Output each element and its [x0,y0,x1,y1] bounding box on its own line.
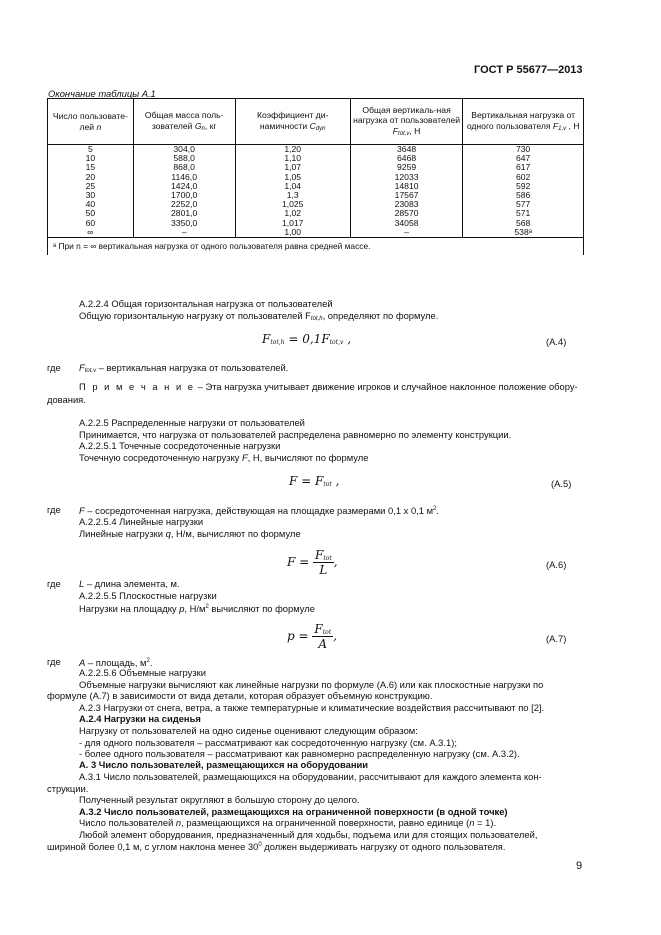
cell: 28570 [350,209,463,218]
cell: 5 [48,145,134,155]
section-a-2-2-5-1: А.2.2.5.1 Точечные сосредоточенные нагрузки [79,440,281,451]
cell: 25 [48,182,134,191]
paragraph: Нагрузку от пользователей на одно сиденье оценивают следующим образом: [79,725,418,736]
paragraph: шириной более 0,1 м, с углом наклона менее $30^0$ должен выдерживать нагрузку от одного пользователя. [47,841,506,853]
paragraph: Точечную сосредоточенную нагрузку F, Н, вычисляют по формуле [79,452,369,463]
cell: 1146,0 [133,173,235,182]
where-definition: A – площадь, $м^2$. [79,657,153,669]
cell: 1,02 [235,209,350,218]
cell: 40 [48,200,134,209]
table-header-row [48,99,584,145]
col-header-dynamic-coefficient: Коэффициент ди-намичности Cdyn [235,99,350,145]
cell: 592 [463,182,584,191]
section-a-2-2-4: А.2.2.4 Общая горизонтальная нагрузка от пользователей [79,298,333,309]
cell: – [350,228,463,238]
col-header-users: Число пользовате-лей n [48,99,134,145]
formula-a7: p = $\frac{\text{Ftot}}{A}$ , [287,622,337,651]
note-line: дования. [47,394,86,405]
table-row [48,154,584,163]
paragraph: формуле (А.7) в зависимости от вида детали, которая образует объемную конструкцию. [47,690,433,701]
where-definition: Ftot,v – вертикальная нагрузка от пользователей. [79,362,289,374]
cell: 3350,0 [133,219,235,228]
paragraph: Нагрузки на площадку p, $Н/м^2$ вычисляют по формуле [79,603,315,615]
section-a-2-2-5-5: А.2.2.5.5 Плоскостные нагрузки [79,590,217,601]
table-caption: Окончание таблицы А.1 [48,88,156,99]
cell: 15 [48,163,134,172]
formula-number: (А.5) [551,478,572,489]
cell: 602 [463,173,584,182]
load-table [47,98,584,255]
paragraph: струкции. [47,783,89,794]
table-row [48,173,584,182]
cell: 1424,0 [133,182,235,191]
cell: 1700,0 [133,191,235,200]
cell: 10 [48,154,134,163]
paragraph: Линейные нагрузки q, Н/м, вычисляют по формуле [79,528,301,539]
cell: 20 [48,173,134,182]
list-item: - более одного пользователя – рассматривают как равномерно распределенную нагрузку (см. А.3.2). [79,748,520,759]
section-a-2-2-5: А.2.2.5 Распределенные нагрузки от пользователей [79,417,305,428]
paragraph: Полученный результат округляют в большую сторону до целого. [79,794,360,805]
cell: 868,0 [133,163,235,172]
section-a-2-2-5-6: А.2.2.5.6 Объемные нагрузки [79,667,206,678]
cell: 538ᵃ [463,228,584,238]
where-definition: F – сосредоточенная нагрузка, действующая на площадке размерами 0,1 x 0,1 $м^2$. [79,505,439,517]
col-header-mass: Общая масса поль-зователей Gn, кг [133,99,235,145]
cell: 23083 [350,200,463,209]
table-footnote-row [48,238,584,256]
section-a-2-2-5-4: А.2.2.5.4 Линейные нагрузки [79,516,204,527]
cell: ∞ [48,228,134,238]
cell: 730 [463,145,584,155]
cell: 1,025 [235,200,350,209]
table-row [48,182,584,191]
cell: 588,0 [133,154,235,163]
where-label: где [47,362,61,373]
paragraph: Объемные нагрузки вычисляют как линейные нагрузки по формуле (А.6) или как плоскостные нагрузки по [79,679,544,690]
cell: 617 [463,163,584,172]
paragraph: Число пользователей n, размещающихся на ограниченной поверхности, равно единице (n = 1). [79,817,497,828]
cell: 3648 [350,145,463,155]
cell: 12033 [350,173,463,182]
cell: 1,017 [235,219,350,228]
cell: 2801,0 [133,209,235,218]
cell: 1,20 [235,145,350,155]
col-header-total-vertical-load: Общая вертикаль-ная нагрузка от пользователей Ftot,v, Н [350,99,463,145]
cell: 1,07 [235,163,350,172]
table-row [48,191,584,200]
where-label: где [47,578,61,589]
section-a-3: А. 3 Число пользователей, размещающихся на оборудовании [79,759,369,770]
where-definition: L – длина элемента, м. [79,578,180,589]
cell: 30 [48,191,134,200]
cell: 586 [463,191,584,200]
formula-number: (А.7) [546,633,567,644]
section-a-3-2: А.3.2 Число пользователей, размещающихся на ограниченной поверхности (в одной точке) [79,806,508,817]
cell: 50 [48,209,134,218]
table-row [48,145,584,155]
cell: 1,3 [235,191,350,200]
table-row [48,163,584,172]
where-label: где [47,656,61,667]
where-label: где [47,504,61,515]
paragraph: Любой элемент оборудования, предназначенный для ходьбы, подъема или для стоящих пользователей, [79,829,538,840]
cell: 9259 [350,163,463,172]
cell: 1,04 [235,182,350,191]
list-item: - для одного пользователя – рассматривают как сосредоточенную нагрузку (см. А.3.1); [79,737,457,748]
cell: 304,0 [133,145,235,155]
page-number: 9 [576,860,583,872]
col-header-single-user-load: Вертикальная нагрузка от одного пользователя F1,v , Н [463,99,584,145]
formula-a4: Ftot,h = 0,1Ftot,v , [262,332,352,346]
table-row [48,200,584,209]
note-line: П р и м е ч а н и е – Эта нагрузка учитывает движение игроков и случайное наклонное положение обору- [79,381,578,392]
document-header: ГОСТ Р 55677—2013 [474,64,583,76]
cell: 2252,0 [133,200,235,209]
cell: 1,10 [235,154,350,163]
table-row [48,209,584,218]
cell: 1,00 [235,228,350,238]
cell: 647 [463,154,584,163]
formula-a5: F = Ftot , [289,474,340,488]
cell: – [133,228,235,238]
formula-a6: F = $\frac{\text{Ftot}}{L}$ , [287,548,338,577]
cell: 1,05 [235,173,350,182]
cell: 568 [463,219,584,228]
table-row [48,228,584,238]
paragraph: Принимается, что нагрузка от пользователей распределена равномерно по элементу конструкции. [79,429,512,440]
section-a-2-3: А.2.3 Нагрузки от снега, ветра, а также температурные и климатические воздействия рассчитывают по [2]. [79,702,545,713]
cell: 17567 [350,191,463,200]
formula-number: (А.6) [546,559,567,570]
table-footnote: ᵃ При n = ∞ вертикальная нагрузка от одного пользователя равна средней массе. [48,238,584,256]
section-a-3-1: А.3.1 Число пользователей, размещающихся на оборудовании, рассчитывают для каждого элемента кон- [79,771,542,782]
cell: 6468 [350,154,463,163]
paragraph: Общую горизонтальную нагрузку от пользователей Ftot,h, определяют по формуле. [79,310,439,322]
cell: 571 [463,209,584,218]
cell: 60 [48,219,134,228]
formula-number: (А.4) [546,336,567,347]
section-a-2-4: А.2.4 Нагрузки на сиденья [79,713,201,724]
cell: 577 [463,200,584,209]
cell: 34058 [350,219,463,228]
table-row [48,219,584,228]
cell: 14810 [350,182,463,191]
